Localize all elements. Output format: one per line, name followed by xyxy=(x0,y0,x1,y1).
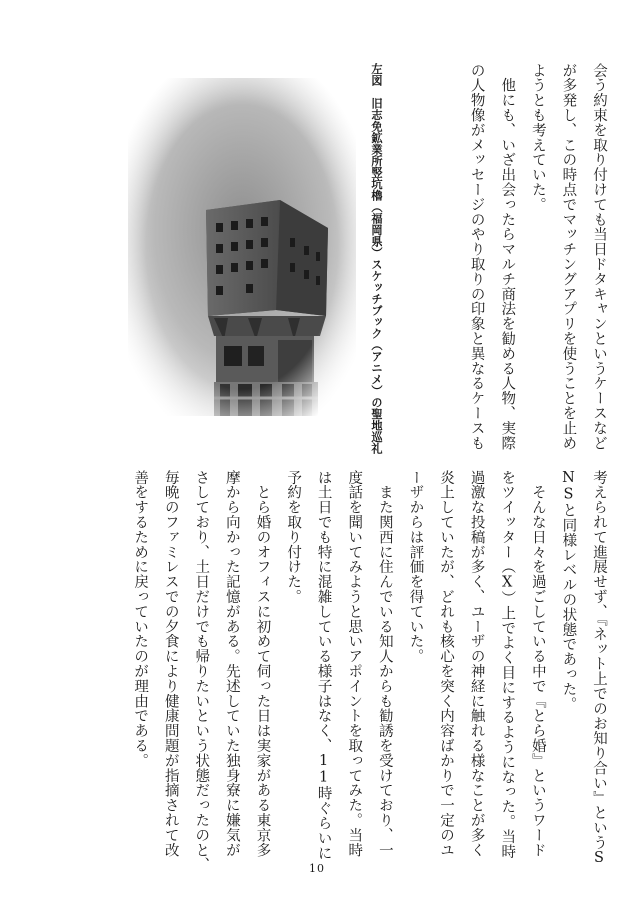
main-text-top xyxy=(461,63,614,451)
text-line: 善をするために戻っていたのが理由である。 xyxy=(132,470,149,768)
text-line: の人物像がメッセージのやり取りの印象と異なるケースも xyxy=(468,63,485,451)
text-line: 摩から向かった記憶がある。先述していた独身寮に嫌気が xyxy=(223,470,240,858)
text-line: 度話を聞いてみようと思いアポイントを取ってみた。当時 xyxy=(346,470,363,858)
photo-mine-tower xyxy=(128,78,356,416)
text-line: 毎晩のファミレスでの夕食により健康問題が指摘されて改 xyxy=(162,470,179,858)
photo-caption: 左図 旧志免鉱業所竪坑櫓（福岡県）スケッチブック（アニメ）の聖地巡礼 xyxy=(370,63,384,454)
text-line: 予約を取り付けた。 xyxy=(285,470,302,605)
text-line: とら婚のオフィスに初めて伺った日は実家がある東京多 xyxy=(254,470,271,858)
text-line: さしており、土日だけでも帰りたいという状態だったのと、 xyxy=(193,470,210,873)
text-line: 過激な投稿が多く、ユーザの神経に触れる様なことが多く xyxy=(468,470,485,858)
text-line: ようとも考えていた。 xyxy=(529,63,546,212)
text-line: 他にも、いざ出会ったらマルチ商法を勧める人物、実際 xyxy=(499,63,516,451)
text-line: また関西に住んでいる知人からも勧誘を受けており、一 xyxy=(376,470,393,858)
text-line: NSと同様レベルの状態であった。 xyxy=(560,470,577,712)
text-line: 炎上していたが、どれも核心を突く内容ばかりで一定のユ xyxy=(438,470,455,858)
text-line: をツイッター（X）上でよく目にするようになった。当時 xyxy=(499,470,516,859)
text-line: そんな日々を過ごしている中で『とら婚』というワード xyxy=(529,470,546,858)
text-line: 会う約束を取り付けても当日ドタキャンというケースなど xyxy=(591,63,607,451)
text-line: は土日でも特に混雑している様子はなく、11時ぐらいに xyxy=(315,470,332,861)
page-number: 10 xyxy=(309,862,325,875)
text-line: 考えられて進展せず、『ネット上でのお知り合い』というS xyxy=(591,470,607,867)
text-line: が多発し、この時点でマッチングアプリを使うことを止め xyxy=(560,63,577,451)
text-line: ーザからは評価を得ていた。 xyxy=(407,470,424,664)
